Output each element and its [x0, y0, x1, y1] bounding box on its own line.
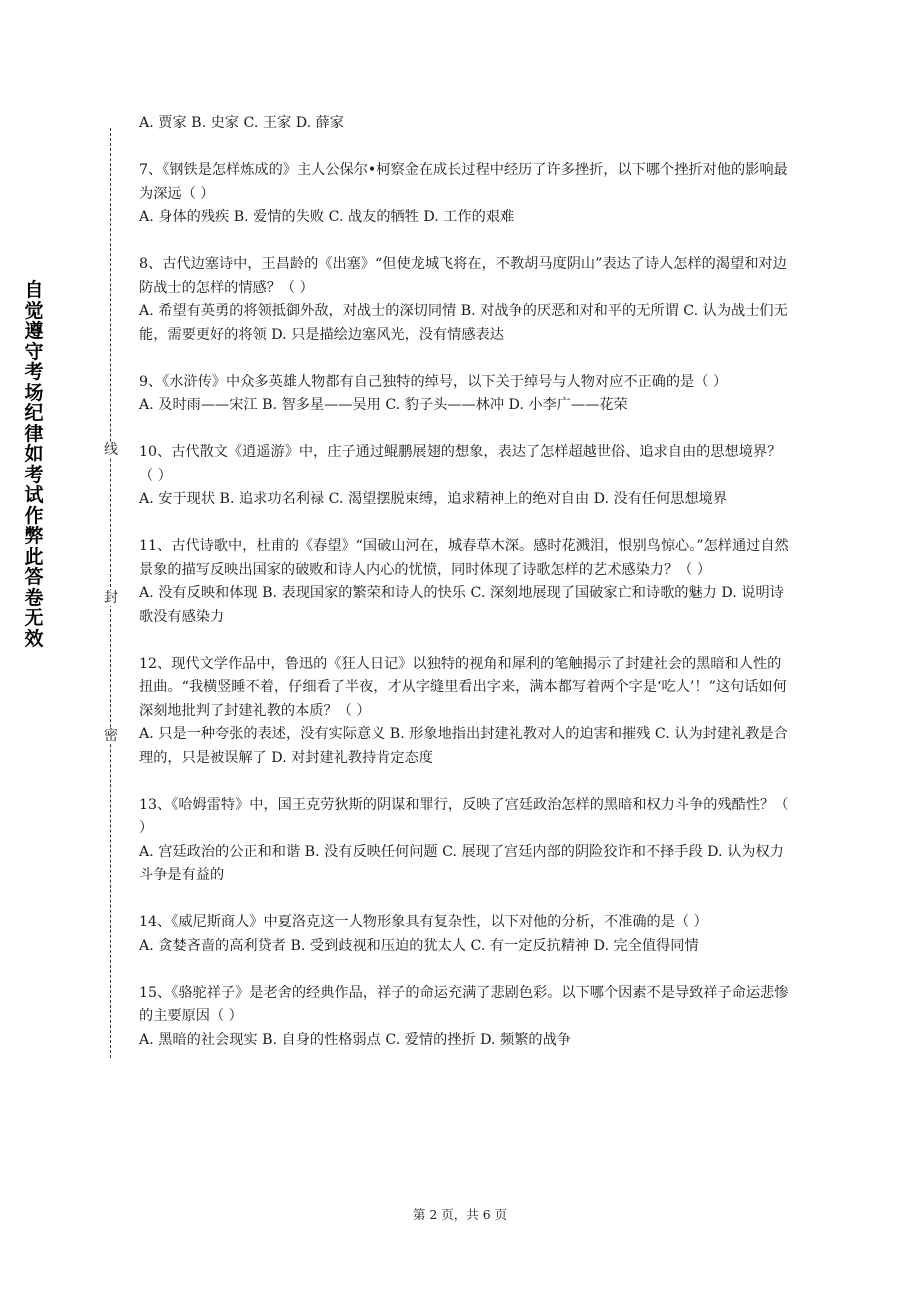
question-stem: 15、《骆驼祥子》是老舍的经典作品，祥子的命运充满了悲剧色彩。以下哪个因素不是导致祥子命运悲惨的主要原因（ ） [139, 984, 789, 1024]
question-12 [139, 653, 789, 771]
binding-mark-secret: 密 [104, 728, 118, 744]
question-options: A. 黑暗的社会现实 B. 自身的性格弱点 C. 爱情的挫折 D. 频繁的战争 [139, 1031, 571, 1048]
question-stem: 11、古代诗歌中，杜甫的《春望》“国破山河在，城春草木深。感时花溅泪，恨别鸟惊心。”怎样通过自然景象的描写反映出国家的破败和诗人内心的忧愤，同时体现了诗歌怎样的艺术感染力？（ ） [139, 538, 789, 578]
binding-mark-line: 线 [104, 442, 118, 458]
question-options: A. 贾家 B. 史家 C. 王家 D. 薛家 [139, 115, 344, 131]
question-14 [139, 911, 789, 958]
question-stem: 13、《哈姆雷特》中，国王克劳狄斯的阴谋和罪行，反映了宫廷政治怎样的黑暗和权力斗争的残酷性？（ ） [139, 796, 789, 836]
question-13 [139, 794, 789, 888]
question-options: A. 及时雨——宋江 B. 智多星——吴用 C. 豹子头——林冲 D. 小李广——花荣 [139, 397, 628, 413]
question-options: A. 希望有英勇的将领抵御外敌，对战士的深切同情 B. 对战争的厌恶和对和平的无所谓 C. 认为战士们无能，需要更好的将领 D. 只是描绘边塞风光，没有情感表达 [139, 303, 788, 343]
question-options: A. 只是一种夸张的表述，没有实际意义 B. 形象地指出封建礼教对人的迫害和摧残 C. 认为封建礼教是合理的，只是被误解了 D. 对封建礼教持肯定态度 [139, 726, 788, 766]
question-6-tail [139, 112, 789, 136]
question-stem: 9、《水浒传》中众多英雄人物都有自己独特的绰号，以下关于绰号与人物对应不正确的是（ ） [139, 373, 728, 390]
question-7 [139, 159, 789, 230]
question-10 [139, 441, 789, 512]
question-15 [139, 982, 789, 1053]
exam-rule-notice: 自觉遵守考场纪律如考试作弊此答卷无效 [24, 279, 44, 650]
page-number: 第 2 页，共 6 页 [412, 1207, 508, 1222]
question-9 [139, 371, 789, 418]
question-list [139, 112, 789, 1076]
question-11 [139, 535, 789, 629]
question-8 [139, 253, 789, 347]
question-options: A. 安于现状 B. 追求功名利禄 C. 渴望摆脱束缚，追求精神上的绝对自由 D. 没有任何思想境界 [139, 491, 728, 507]
question-stem: 8、古代边塞诗中，王昌龄的《出塞》“但使龙城飞将在，不教胡马度阴山”表达了诗人怎样的渴望和对边防战士的怎样的情感？（ ） [139, 256, 787, 296]
binding-mark-seal: 封 [104, 590, 118, 606]
question-options: A. 宫廷政治的公正和和谐 B. 没有反映任何问题 C. 展现了宫廷内部的阴险狡诈和不择手段 D. 认为权力斗争是有益的 [139, 843, 784, 883]
question-stem: 7、《钢铁是怎样炼成的》主人公保尔•柯察金在成长过程中经历了许多挫折，以下哪个挫折对他的影响最为深远（ ） [139, 162, 788, 202]
question-stem: 10、古代散文《逍遥游》中，庄子通过鲲鹏展翅的想象，表达了怎样超越世俗、追求自由的思想境界？（ ） [139, 444, 782, 484]
question-stem: 12、现代文学作品中，鲁迅的《狂人日记》以独特的视角和犀利的笔触揭示了封建社会的黑暗和人性的扭曲。“我横竖睡不着，仔细看了半夜，才从字缝里看出字来，满本都写着两个字是‘吃人’！”这句话如何深刻地批判了封建礼教的本质？（ ） [139, 655, 787, 719]
question-options: A. 贪婪吝啬的高利贷者 B. 受到歧视和压迫的犹太人 C. 有一定反抗精神 D. 完全值得同情 [139, 937, 699, 954]
question-stem: 14、《威尼斯商人》中夏洛克这一人物形象具有复杂性，以下对他的分析，不准确的是（ ） [139, 914, 708, 930]
question-options: A. 身体的残疾 B. 爱情的失败 C. 战友的牺牲 D. 工作的艰难 [139, 209, 515, 225]
question-options: A. 没有反映和体现 B. 表现国家的繁荣和诗人的快乐 C. 深刻地展现了国破家亡和诗歌的魅力 D. 说明诗歌没有感染力 [139, 585, 784, 625]
